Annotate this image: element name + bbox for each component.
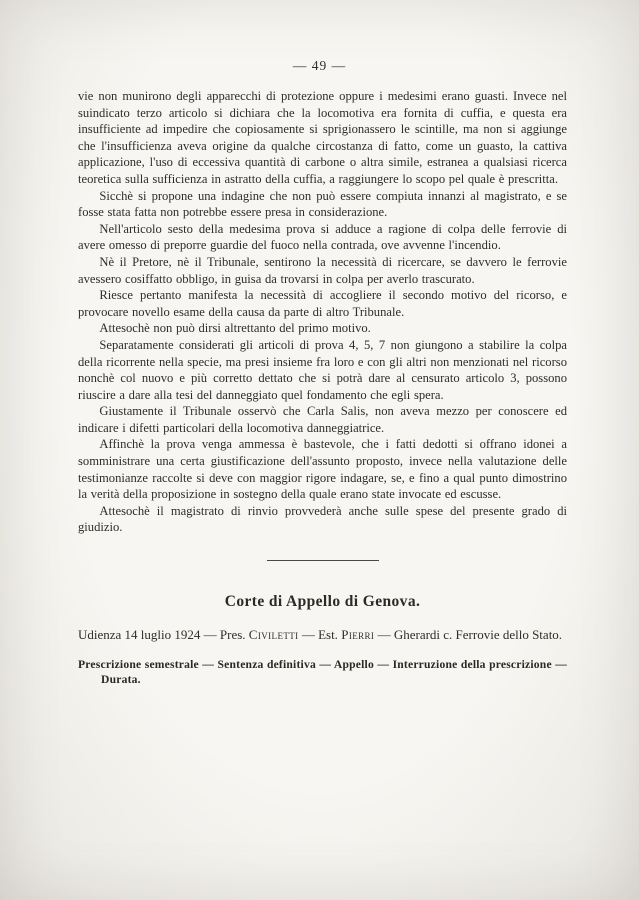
paragraph: Riesce pertanto manifesta la necessità di accogliere il secondo motivo del ricorso, e provocare novello esame della causa da parte di altro Tribunale. bbox=[78, 288, 567, 319]
page-content bbox=[78, 88, 567, 699]
hearing-line bbox=[78, 626, 567, 644]
paragraph: Attesochè non può dirsi altrettanto del primo motivo. bbox=[99, 321, 371, 336]
paragraph: Giustamente il Tribunale osservò che Carla Salis, non aveva mezzo per conoscere ed indicare i difetti particolari della locomotiva danneggiatrice. bbox=[78, 404, 567, 435]
hearing-text: — Gherardi c. Ferrovie dello Stato. bbox=[374, 627, 563, 643]
paragraph: Affinchè la prova venga ammessa è bastevole, che i fatti dedotti si offrano idonei a somministrare una certa giustificazione dell'assunto proposto, invece nella valutazione delle testimonianze raccolte si deve con maggior rigore indagare, se, e fino a qual punto dimostrino la verità della proposizione in sostegno della quale erano state invocate ed escusse. bbox=[78, 437, 567, 502]
paragraph: Nell'articolo sesto della medesima prova si adduce a ragione di colpa delle ferrovie di avere omesso di preporre guardie del fuoco nella contrada, ove avvenne l'incendio. bbox=[78, 221, 567, 253]
president-name: Civiletti bbox=[248, 627, 299, 643]
paragraph: Sicchè si propone una indagine che non può essere compiuta innanzi al magistrato, e se fosse stata fatta non potrebbe essere presa in considerazione. bbox=[78, 188, 567, 220]
paragraph: Separatamente considerati gli articoli di prova 4, 5, 7 non giungono a stabilire la colpa della ricorrente nella specie, ma presi insieme fra loro e con gli altri non menzionati nel ricorso nonchè col nuovo e più corretto dettato che si potrà dare al censurato articolo 3, possono riuscire a dare alla tesi del danneggiato quel fondamento che egli spera. bbox=[78, 337, 567, 402]
keywords-line: Prescrizione semestrale — Sentenza definitiva — Appello — Interruzione della prescrizione — Durata. bbox=[78, 657, 567, 687]
hearing-text: Udienza 14 luglio 1924 — Pres. bbox=[78, 627, 249, 643]
section-title: Corte di Appello di Genova. bbox=[224, 593, 421, 611]
paragraph: Nè il Pretore, nè il Tribunale, sentirono la necessità di ricercare, se davvero le ferrovie avessero cosiffatto obbligo, in guisa da trovarsi in colpa per averlo trascurato. bbox=[78, 254, 567, 286]
hearing-text: — Est. bbox=[298, 627, 342, 643]
body-text bbox=[78, 88, 567, 536]
estensore-name: Pierri bbox=[341, 627, 375, 643]
paragraph: Attesochè il magistrato di rinvio provvederà anche sulle spese del presente grado di giudizio. bbox=[78, 503, 567, 535]
paragraph: vie non munirono degli apparecchi di protezione oppure i medesimi erano guasti. Invece nel suindicato terzo articolo si dichiara che la locomotiva era fornita di cuffia, e questa era insufficiente ad impedire che copiosamente si sprigionassero le scintille, ma non si aggiunge che l'insufficienza aveva origine da qualche circostanza di fatto, come un guasto, la cattiva applicazione, l'uso di eccessiva quantità di carbone o altra simile, estranea a qualsiasi ricerca teoretica sulla sufficienza in astratto della cuffia, a raggiungere lo scopo pel quale è prescritta. bbox=[78, 89, 567, 186]
page-number: — 49 — bbox=[292, 58, 347, 73]
section-divider bbox=[267, 560, 379, 561]
